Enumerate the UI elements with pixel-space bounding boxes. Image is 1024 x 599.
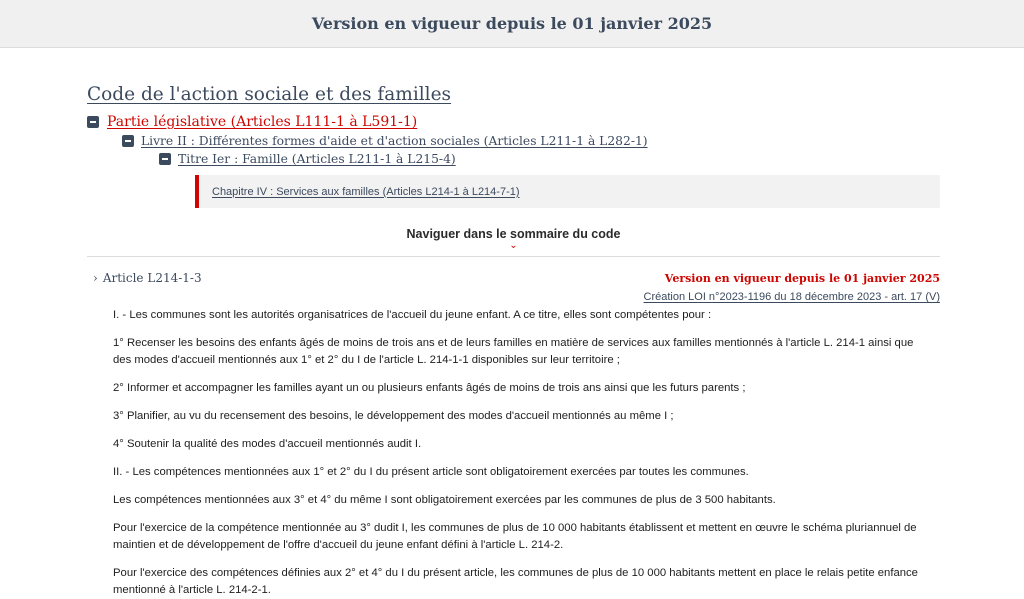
- main-content: [87, 48, 940, 599]
- chapter-link[interactable]: Chapitre IV : Services aux familles (Articles L214-1 à L214-7-1): [212, 185, 520, 198]
- version-banner: [0, 0, 1024, 48]
- current-chapter: [195, 175, 940, 208]
- article-toggle[interactable]: [87, 271, 202, 285]
- article-paragraph: I. - Les communes sont les autorités organisatrices de l'accueil du jeune enfant. A ce titre, elles sont compétentes pour :: [113, 309, 712, 321]
- divider: [87, 256, 940, 257]
- article-paragraph: Les compétences mentionnées aux 3° et 4° du même I sont obligatoirement exercées par les communes de plus de 3 500 habitants.: [113, 494, 776, 506]
- tree-link-titre[interactable]: Titre Ier : Famille (Articles L211-1 à L215-4): [178, 152, 456, 166]
- article-version-status: Version en vigueur depuis le 01 janvier 2025: [664, 271, 940, 285]
- navigate-summary-label: Naviguer dans le sommaire du code: [406, 227, 621, 241]
- minus-square-icon[interactable]: [87, 116, 99, 128]
- tree-item-titre: [159, 150, 940, 168]
- tree-link-partie[interactable]: Partie législative (Articles L111-1 à L591-1): [107, 114, 418, 130]
- navigate-summary-button[interactable]: [87, 225, 940, 253]
- chevron-down-icon: ⌄: [509, 240, 518, 251]
- tree-item-partie: [87, 112, 940, 132]
- article-paragraph: Pour l'exercice de la compétence mentionnée au 3° dudit I, les communes de plus de 10 000 habitants établissent et mettent en œuvre le schéma pluriannuel de maintien et de développement de l'offre d'accueil du jeune enfant défini à l'article L. 214-2.: [113, 522, 917, 551]
- article-body: [113, 307, 923, 599]
- article-paragraph: 1° Recenser les besoins des enfants âgés de moins de trois ans et de leurs familles en matière de services aux familles mentionnés à l'article L. 214-1 ainsi que des modes d'accueil mentionnés aux 1° et 2° du I de l'article L. 214-1-1 disponibles sur leur territoire ;: [113, 337, 914, 366]
- tree-item-livre: [122, 132, 940, 150]
- article-paragraph: Pour l'exercice des compétences définies aux 2° et 4° du I du présent article, les communes de plus de 10 000 habitants mettent en place le relais petite enfance mentionné à l'article L. 214-2-1.: [113, 567, 918, 596]
- article-paragraph: II. - Les compétences mentionnées aux 1° et 2° du I du présent article sont obligatoirement exercées par toutes les communes.: [113, 466, 749, 478]
- code-title-link[interactable]: Code de l'action sociale et des familles: [87, 84, 452, 105]
- article-paragraph: 3° Planifier, au vu du recensement des besoins, le développement des modes d'accueil mentionnés au même I ;: [113, 410, 674, 422]
- article-paragraph: 4° Soutenir la qualité des modes d'accueil mentionnés audit I.: [113, 438, 422, 450]
- minus-square-icon[interactable]: [159, 153, 171, 165]
- article-paragraph: 2° Informer et accompagner les familles ayant un ou plusieurs enfants âgés de moins de trois ans ainsi que les futurs parents ;: [113, 382, 746, 394]
- chevron-right-icon: ›: [93, 271, 98, 285]
- minus-square-icon[interactable]: [122, 135, 134, 147]
- tree-link-livre[interactable]: Livre II : Différentes formes d'aide et d'action sociales (Articles L211-1 à L282-1): [141, 134, 648, 148]
- article-title: Article L214-1-3: [102, 271, 202, 285]
- article-header: [87, 268, 940, 288]
- version-banner-text: Version en vigueur depuis le 01 janvier 2025: [311, 14, 713, 33]
- article-creation-link[interactable]: Création LOI n°2023-1196 du 18 décembre 2023 - art. 17 (V): [643, 291, 940, 303]
